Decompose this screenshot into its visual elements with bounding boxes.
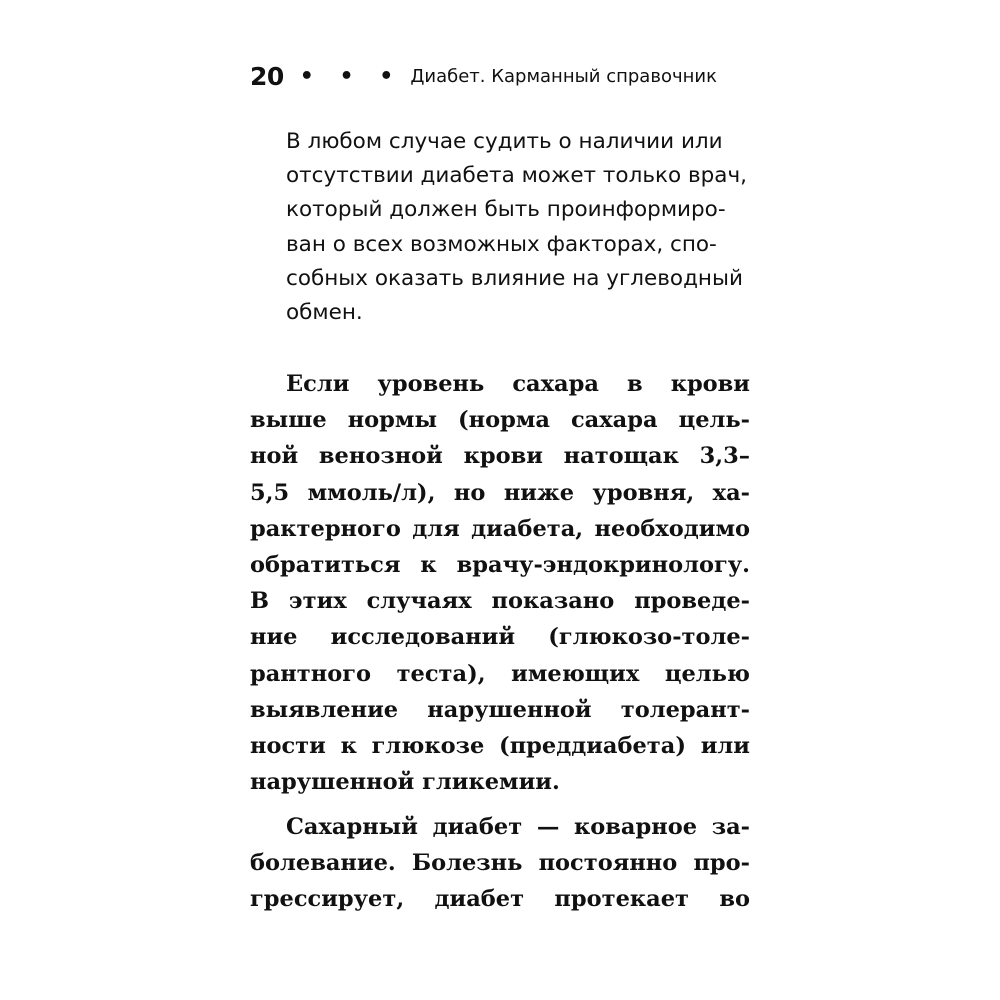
- paragraph-line: болевание. Болезнь постоянно про-: [250, 850, 750, 877]
- running-title: Диабет. Карманный справочник: [410, 65, 717, 87]
- callout-line: собных оказать влияние на углеводный: [286, 265, 743, 291]
- callout-line: который должен быть проинформиро-: [286, 197, 726, 223]
- paragraph-line: В этих случаях показано проведе-: [250, 588, 750, 615]
- callout-line: обмен.: [286, 300, 363, 326]
- paragraph-line: рантного теста), имеющих целью: [250, 660, 750, 687]
- paragraph-line: грессирует, диабет протекает во: [250, 886, 750, 913]
- paragraph-line: обратиться к врачу-эндокринологу.: [250, 552, 750, 579]
- paragraph-line: выявление нарушенной толерант-: [250, 696, 750, 723]
- paragraph-line: ной венозной крови натощак 3,3–: [250, 443, 750, 470]
- running-header: [250, 58, 770, 94]
- callout-line: В любом случае судить о наличии или: [286, 129, 723, 154]
- paragraph-line: ние исследований (глюкозо-толе-: [250, 624, 750, 651]
- callout-note: [286, 125, 750, 330]
- page-number: 20: [250, 61, 284, 91]
- body-paragraph-diabetes: [250, 809, 750, 918]
- paragraph-line: Если уровень сахара в крови: [286, 371, 750, 397]
- paragraph-line: 5,5 ммоль/л), но ниже уровня, ха-: [250, 479, 750, 506]
- paragraph-line: Сахарный диабет — коварное за-: [286, 814, 750, 840]
- body-paragraph-blood-sugar: [250, 366, 750, 800]
- paragraph-line: нарушенной гликемии.: [250, 769, 560, 796]
- header-dots-ornament: • • •: [299, 63, 403, 89]
- paragraph-line: выше нормы (норма сахара цель-: [250, 407, 750, 434]
- callout-line: ван о всех возможных факторах, спо-: [286, 231, 717, 257]
- paragraph-line: рактерного для диабета, необходимо: [250, 515, 750, 542]
- paragraph-line: ности к глюкозе (преддиабета) или: [250, 733, 750, 760]
- callout-line: отсутствии диабета может только врач,: [286, 163, 748, 189]
